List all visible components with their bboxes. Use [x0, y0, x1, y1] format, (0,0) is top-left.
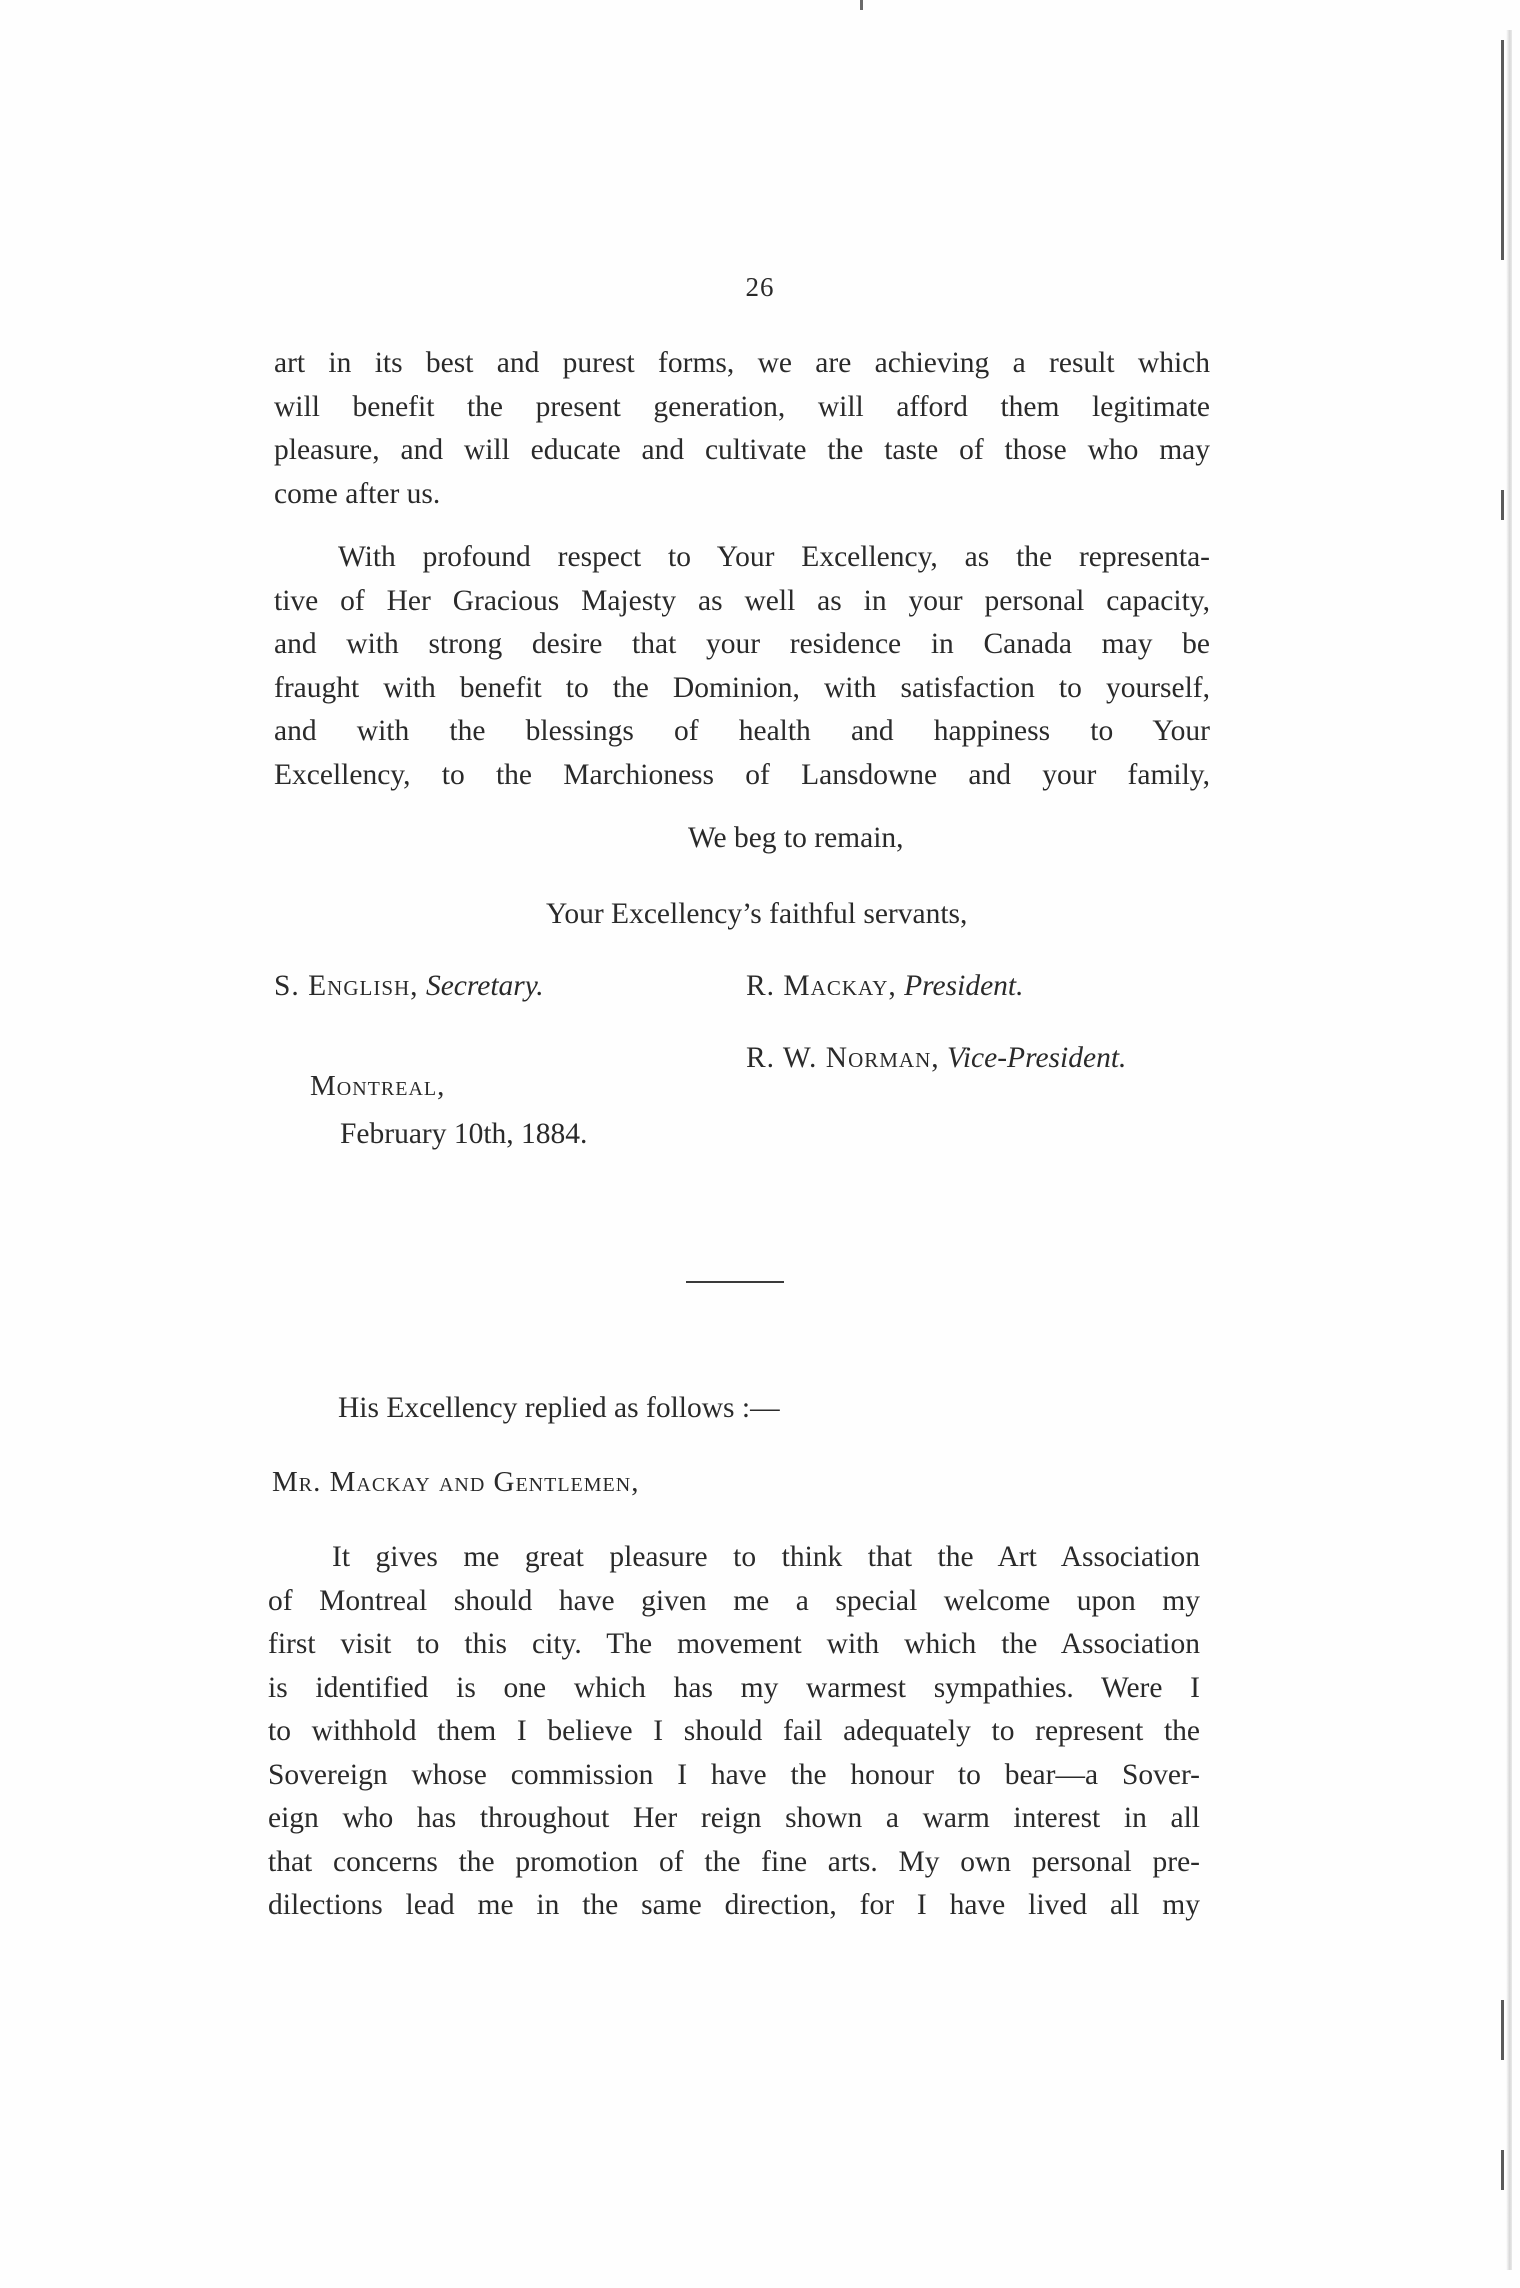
page-edge-shadow — [1501, 2000, 1504, 2060]
text-line: of Montreal should have given me a special welcome upon my — [268, 1584, 1200, 1617]
text-line: eign who has throughout Her reign shown a warm interest in all — [268, 1802, 1200, 1834]
text-line: and with strong desire that your residence in Canada may be — [274, 628, 1210, 660]
text-line: tive of Her Gracious Majesty as well as in your personal capacity, — [274, 584, 1210, 617]
text-line: dilections lead me in the same direction, for I have lived all my — [268, 1889, 1200, 1921]
paragraph-continuation — [274, 342, 1210, 516]
text-line: that concerns the promotion of the fine arts. My own personal pre- — [268, 1845, 1200, 1878]
reply-intro: His Excellency replied as follows :— — [338, 1392, 780, 1424]
section-divider — [686, 1281, 784, 1283]
signature-title: Vice-President. — [947, 1042, 1127, 1074]
paragraph-reply — [268, 1536, 1200, 1928]
salutation: Mr. Mackay and Gentlemen, — [272, 1466, 640, 1498]
signature-secretary — [274, 970, 544, 1003]
text-line: is identified is one which has my warmest sympathies. Were I — [268, 1671, 1200, 1704]
text-line: will benefit the present generation, will afford them legitimate — [274, 390, 1210, 423]
text-line: Excellency, to the Marchioness of Lansdowne and your family, — [274, 758, 1210, 791]
text-line: first visit to this city. The movement with which the Association — [268, 1628, 1200, 1660]
text-line: come after us. — [274, 477, 441, 510]
paragraph-respect — [274, 536, 1210, 797]
page-number: 26 — [745, 272, 775, 302]
text-line: and with the blessings of health and happiness to Your — [274, 715, 1210, 747]
page-edge-shadow — [1501, 2150, 1504, 2190]
text-line: fraught with benefit to the Dominion, with satisfaction to yourself, — [274, 671, 1210, 704]
signature-president — [746, 970, 1024, 1003]
signature-vice-president — [746, 1042, 1126, 1075]
signature-title: President. — [904, 970, 1024, 1002]
page-edge-shadow — [1501, 40, 1504, 260]
text-line: to withhold them I believe I should fail adequately to represent the — [268, 1715, 1200, 1747]
signature-name: S. English, — [274, 970, 419, 1002]
page-edge-shadow — [1501, 490, 1504, 520]
closing-line: We beg to remain, — [688, 822, 904, 854]
signature-name: R. W. Norman, — [746, 1042, 940, 1074]
place: Montreal, — [310, 1070, 446, 1102]
page-edge — [1506, 30, 1512, 2270]
text-line: art in its best and purest forms, we are achieving a result which — [274, 347, 1210, 379]
signature-title: Secretary. — [425, 970, 544, 1002]
text-line: Sovereign whose commission I have the honour to bear—a Sover- — [268, 1758, 1200, 1791]
text-line: With profound respect to Your Excellency, as the representa- — [338, 541, 1210, 573]
text-line: It gives me great pleasure to think that the Art Association — [332, 1541, 1200, 1573]
signature-name: R. Mackay, — [746, 970, 897, 1002]
date: February 10th, 1884. — [340, 1118, 588, 1150]
binding-mark — [860, 0, 863, 10]
closing-line: Your Excellency’s faithful servants, — [546, 898, 968, 930]
text-line: pleasure, and will educate and cultivate the taste of those who may — [274, 434, 1210, 466]
